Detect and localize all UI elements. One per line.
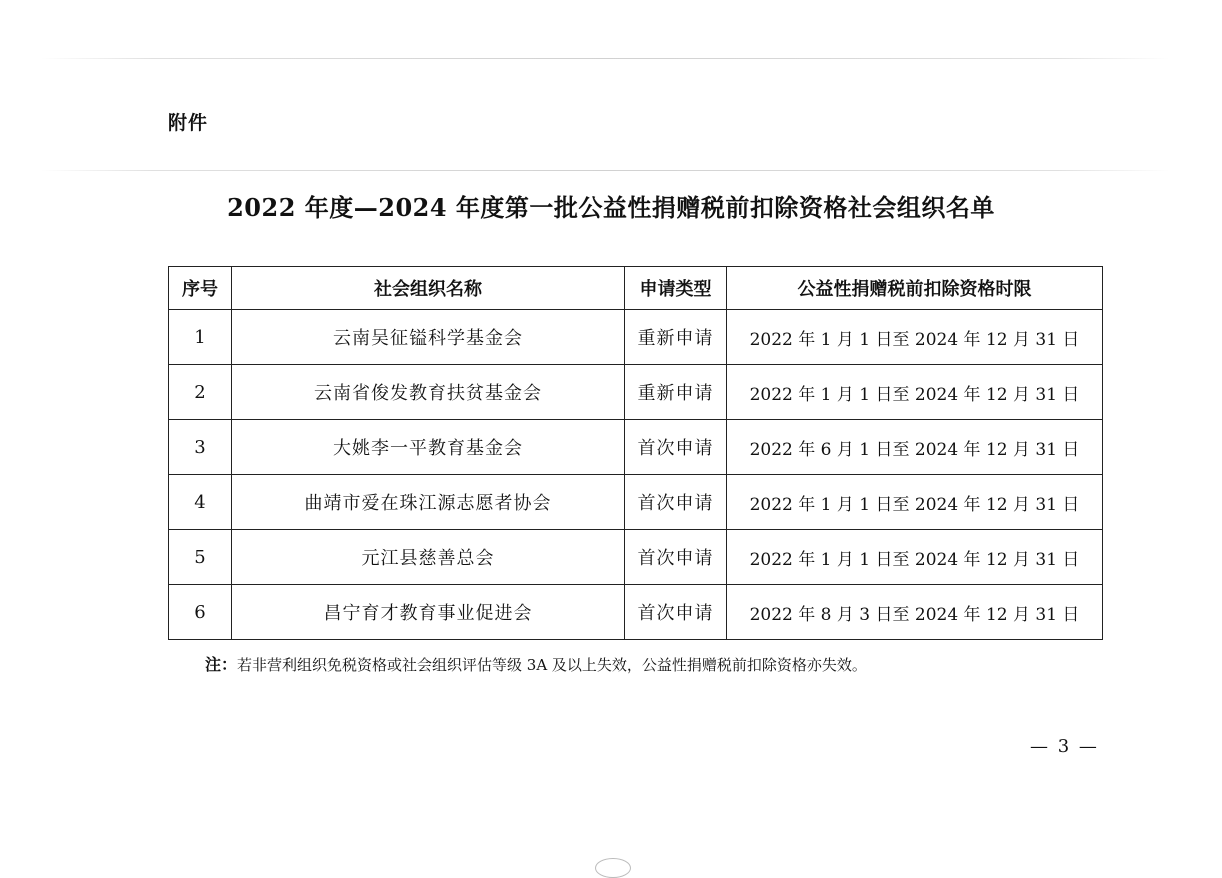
row-index: 1 — [169, 310, 232, 365]
table-row — [169, 310, 1103, 365]
row-period: 2022 年 1 月 1 日至 2024 年 12 月 31 日 — [727, 530, 1103, 585]
header-index: 序号 — [169, 267, 232, 310]
table-row — [169, 585, 1103, 640]
row-org-name: 昌宁育才教育事业促进会 — [232, 585, 625, 640]
header-org-name: 社会组织名称 — [232, 267, 625, 310]
document-title: 2022 年度—2024 年度第一批公益性捐赠税前扣除资格社会组织名单 — [227, 193, 995, 222]
row-index: 6 — [169, 585, 232, 640]
row-period: 2022 年 6 月 1 日至 2024 年 12 月 31 日 — [727, 420, 1103, 475]
scan-line-top — [40, 58, 1170, 59]
row-period: 2022 年 1 月 1 日至 2024 年 12 月 31 日 — [727, 475, 1103, 530]
header-qualification-period: 公益性捐赠税前扣除资格时限 — [727, 267, 1103, 310]
row-application-type: 重新申请 — [625, 310, 727, 365]
footnote-text: 若非营利组织免税资格或社会组织评估等级 3A 及以上失效，公益性捐赠税前扣除资格亦失效。 — [237, 656, 867, 674]
row-index: 4 — [169, 475, 232, 530]
binding-hole — [595, 858, 631, 878]
table-row — [169, 475, 1103, 530]
organization-table — [168, 266, 1103, 640]
table-row — [169, 420, 1103, 475]
table-row — [169, 530, 1103, 585]
header-application-type: 申请类型 — [625, 267, 727, 310]
row-org-name: 大姚李一平教育基金会 — [232, 420, 625, 475]
row-application-type: 首次申请 — [625, 585, 727, 640]
scan-line-middle — [40, 170, 1170, 171]
table-header-row — [169, 267, 1103, 310]
row-index: 3 — [169, 420, 232, 475]
row-application-type: 首次申请 — [625, 475, 727, 530]
row-application-type: 首次申请 — [625, 420, 727, 475]
page-number: — 3 — — [1030, 736, 1099, 757]
row-index: 2 — [169, 365, 232, 420]
row-index: 5 — [169, 530, 232, 585]
table-row — [169, 365, 1103, 420]
attachment-label: 附件 — [168, 112, 209, 134]
row-org-name: 云南吴征镒科学基金会 — [232, 310, 625, 365]
row-period: 2022 年 1 月 1 日至 2024 年 12 月 31 日 — [727, 365, 1103, 420]
row-period: 2022 年 8 月 3 日至 2024 年 12 月 31 日 — [727, 585, 1103, 640]
row-application-type: 首次申请 — [625, 530, 727, 585]
row-application-type: 重新申请 — [625, 365, 727, 420]
row-org-name: 云南省俊发教育扶贫基金会 — [232, 365, 625, 420]
footnote — [205, 652, 867, 675]
footnote-label: 注： — [205, 655, 238, 674]
row-org-name: 曲靖市爱在珠江源志愿者协会 — [232, 475, 625, 530]
row-period: 2022 年 1 月 1 日至 2024 年 12 月 31 日 — [727, 310, 1103, 365]
row-org-name: 元江县慈善总会 — [232, 530, 625, 585]
